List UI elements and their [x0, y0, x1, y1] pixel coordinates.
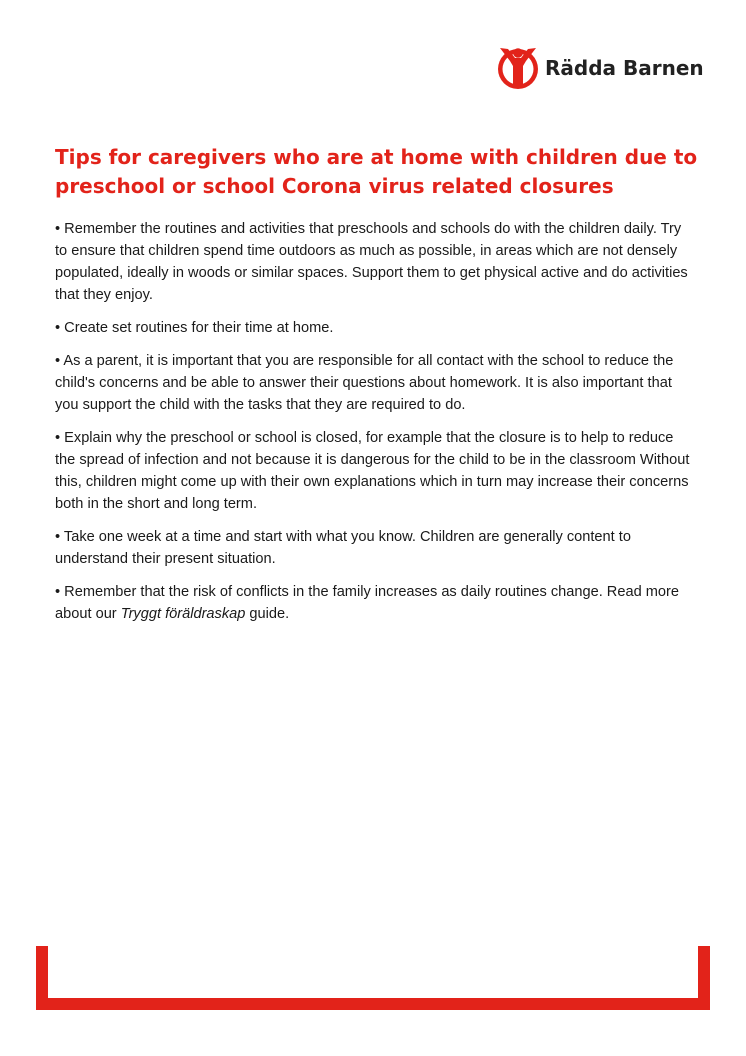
page-title: Tips for caregivers who are at home with children due to preschool or school Corona virus related closures [55, 145, 698, 198]
tip-family-conflicts-text: • Remember that the risk of conflicts in the family increases as daily routines change. Read more about our [55, 584, 680, 622]
tip-routines-activities: • Remember the routines and activities that preschools and schools do with the children daily. Try to ensure that children spend time outdoors as much as possible, in areas which are not densely populated, ideally in woods or similar spaces. Support them to get physical active and do activities that they enjoy. [55, 221, 688, 303]
tip-family-conflicts [55, 581, 695, 625]
footer-frame [36, 946, 710, 1010]
brand-logo [496, 42, 704, 94]
save-the-children-figure-icon [496, 44, 540, 92]
tip-set-routines: • Create set routines for their time at home. [55, 320, 334, 336]
tip-family-conflicts-suffix: guide. [245, 606, 290, 622]
brand-name: Rädda Barnen [545, 56, 704, 80]
tip-explain-closure: • Explain why the preschool or school is closed, for example that the closure is to help to reduce the spread of infection and not because it is dangerous for the child to be in the classroom Without this, children might come up with their own explanations which in turn may increase their concerns both in the short and long term. [55, 430, 690, 512]
tip-school-contact: • As a parent, it is important that you are responsible for all contact with the school to reduce the child's concerns and be able to answer their questions about homework. It is also important that you support the child with the tasks that they are required to do. [55, 353, 674, 413]
tip-one-week-at-a-time: • Take one week at a time and start with what you know. Children are generally content to understand their present situation. [55, 529, 631, 567]
tips-list [55, 218, 695, 636]
tryggt-foraldraskap-guide-link[interactable]: Tryggt föräldraskap [120, 606, 246, 622]
